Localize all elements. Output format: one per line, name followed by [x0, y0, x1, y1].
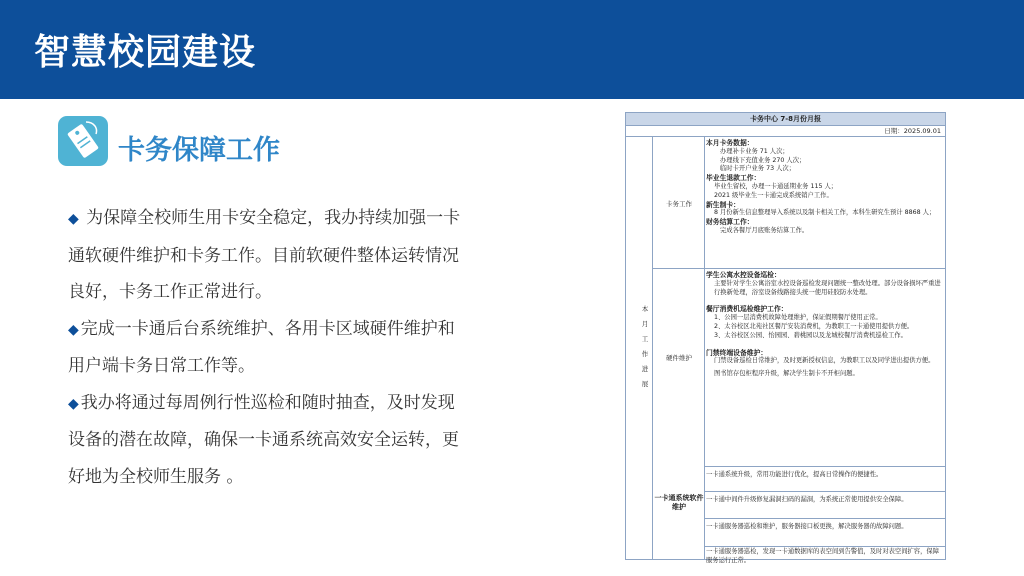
- document-title: 卡务中心 7-8月份月报: [626, 113, 945, 126]
- paragraph-1: [68, 200, 463, 311]
- diamond-bullet-icon: ◆: [68, 395, 79, 412]
- diamond-bullet-icon: ◆: [68, 211, 79, 227]
- body-text: [68, 200, 463, 495]
- monthly-report-document: [625, 112, 946, 564]
- card-work-cell: 本月卡务数据： 办理补卡业务 71 人次； 办理线下充值业务 270 人次； 临时卡开户业务 73 人次； 毕业生退款工作： 毕业生留校，办理一卡通延期业务 115 人； 2021 级毕业生一卡通完成系统销户工作。 新生制卡： 8 月份新生信息整理导入系统以及制卡相关工作，本科生研究生预计 8868 人； 财务结算工作： 完成各餐厅月底账务结算工作。: [706, 139, 936, 234]
- category-card-work: 卡务工作: [666, 200, 692, 208]
- category-hardware: 硬件维护: [666, 354, 692, 362]
- software-item-4: 一卡通服务器巡检，发现一卡通数据库的表空间到告警值，及时对表空间扩容，保障服务运行正常。: [706, 548, 939, 564]
- paragraph-text: 我办将通过每周例行性巡检和随时抽查，及时发现设备的潜在故障，确保一卡通系统高效安全运转，更好地为全校师生服务 。: [68, 392, 459, 487]
- hardware-cell: 学生公寓水控设备巡检： 主要针对学生公寓浴室水控设备巡检发现问题统一整改处理。部分设备损坏严重进行换新处理，浴室设备线路接头统一使用硅胶防水处理。 餐厅消费机巡检维护工作： 1、公园一层消费机故障处理维护，保证假期餐厅使用正常。 2、太谷校区北苑社区餐厅安装消费机，为教职工一卡通使用提供方便。 3、太谷校区公园、怡园园、碧桃园以及龙城校餐厅消费机巡检工作。 门禁终端设备维护： 门禁设备巡检日常维护，及时更新授权信息，为教职工以及同学进出提供方便。 图书馆存包柜程序升级，解决学生制卡不开柜问题。: [706, 271, 941, 378]
- paragraph-text: 为保障全校师生用卡安全稳定，我办持续加强一卡通软硬件维护和卡务工作。目前软硬件整体运转情况良好，卡务工作正常进行。: [68, 208, 461, 302]
- diamond-bullet-icon: ◆: [68, 321, 79, 338]
- paragraph-text: 完成一卡通后台系统维护、各用卡区域硬件维护和用户端卡务日常工作等。: [68, 318, 455, 376]
- software-item-2: 一卡通中间件升级修复漏洞扫码的漏洞，为系统正常使用提供安全保障。: [706, 496, 908, 503]
- software-item-1: 一卡通系统升级，常用功能进行优化，提高日常操作的便捷性。: [706, 471, 883, 478]
- paragraph-3: [68, 385, 463, 496]
- slide-title: 智慧校园建设: [34, 32, 257, 73]
- section-title: 卡务保障工作: [118, 135, 280, 166]
- software-item-3: 一卡通服务器巡检和维护，服务器接口板更换，解决服务器的故障问题。: [706, 523, 908, 530]
- month-progress-label: 本 月 工 作 进 展: [641, 305, 649, 388]
- document-date: 日期：2025.09.01: [626, 126, 945, 137]
- header-bar: [0, 0, 1024, 99]
- document-table: [626, 137, 945, 564]
- category-software: 一卡通系统软件维护: [654, 494, 704, 511]
- paragraph-2: [68, 311, 463, 385]
- tag-card-icon: [58, 116, 108, 166]
